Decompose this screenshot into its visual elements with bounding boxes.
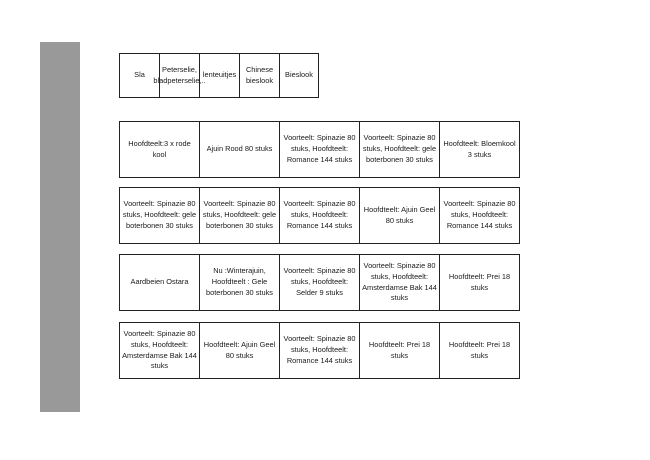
bed-cell: Voorteelt: Spinazie 80 stuks, Hoofdteelt: Amsterdamse Bak 144 stuks [120,323,200,379]
bed-row-2 [119,187,520,244]
herbs-row [119,53,319,98]
herb-cell: Bieslook [280,54,319,98]
bed-cell: Voorteelt: Spinazie 80 stuks, Hoofdteelt: Romance 144 stuks [280,188,360,244]
bed-cell: Voorteelt: Spinazie 80 stuks, Hoofdteelt: Selder 9 stuks [280,255,360,311]
bed-cell: Hoofdteelt: Bloemkool 3 stuks [440,122,520,178]
herb-cell: Sla [120,54,160,98]
bed-cell: Aardbeien Ostara [120,255,200,311]
bed-cell: Hoofdteelt: Prei 18 stuks [440,255,520,311]
bed-cell: Nu :Winterajuin, Hoofdteelt : Gele boterbonen 30 stuks [200,255,280,311]
herb-cell: Peterselie, bladpeterselie,.. [160,54,200,98]
bed-cell: Voorteelt: Spinazie 80 stuks, Hoofdteelt: Amsterdamse Bak 144 stuks [360,255,440,311]
bed-cell: Hoofdteelt:3 x rode kool [120,122,200,178]
bed-cell: Voorteelt: Spinazie 80 stuks, Hoofdteelt: Romance 144 stuks [440,188,520,244]
bed-cell: Hoofdteelt: Prei 18 stuks [440,323,520,379]
bed-row-4 [119,322,520,379]
bed-cell: Hoofdteelt: Ajuin Geel 80 stuks [360,188,440,244]
bed-cell: Voorteelt: Spinazie 80 stuks, Hoofdteelt: gele boterbonen 30 stuks [360,122,440,178]
bed-cell: Voorteelt: Spinazie 80 stuks, Hoofdteelt: gele boterbonen 30 stuks [120,188,200,244]
bed-cell: Hoofdteelt: Prei 18 stuks [360,323,440,379]
bed-row-3 [119,254,520,311]
side-bar [40,42,80,412]
bed-cell: Voorteelt: Spinazie 80 stuks, Hoofdteelt: gele boterbonen 30 stuks [200,188,280,244]
bed-row-1 [119,121,520,178]
bed-cell: Voorteelt: Spinazie 80 stuks, Hoofdteelt: Romance 144 stuks [280,122,360,178]
bed-cell: Hoofdteelt: Ajuin Geel 80 stuks [200,323,280,379]
herb-cell: Chinese bieslook [240,54,280,98]
herb-cell: lenteuitjes [200,54,240,98]
bed-cell: Ajuin Rood 80 stuks [200,122,280,178]
bed-cell: Voorteelt: Spinazie 80 stuks, Hoofdteelt: Romance 144 stuks [280,323,360,379]
